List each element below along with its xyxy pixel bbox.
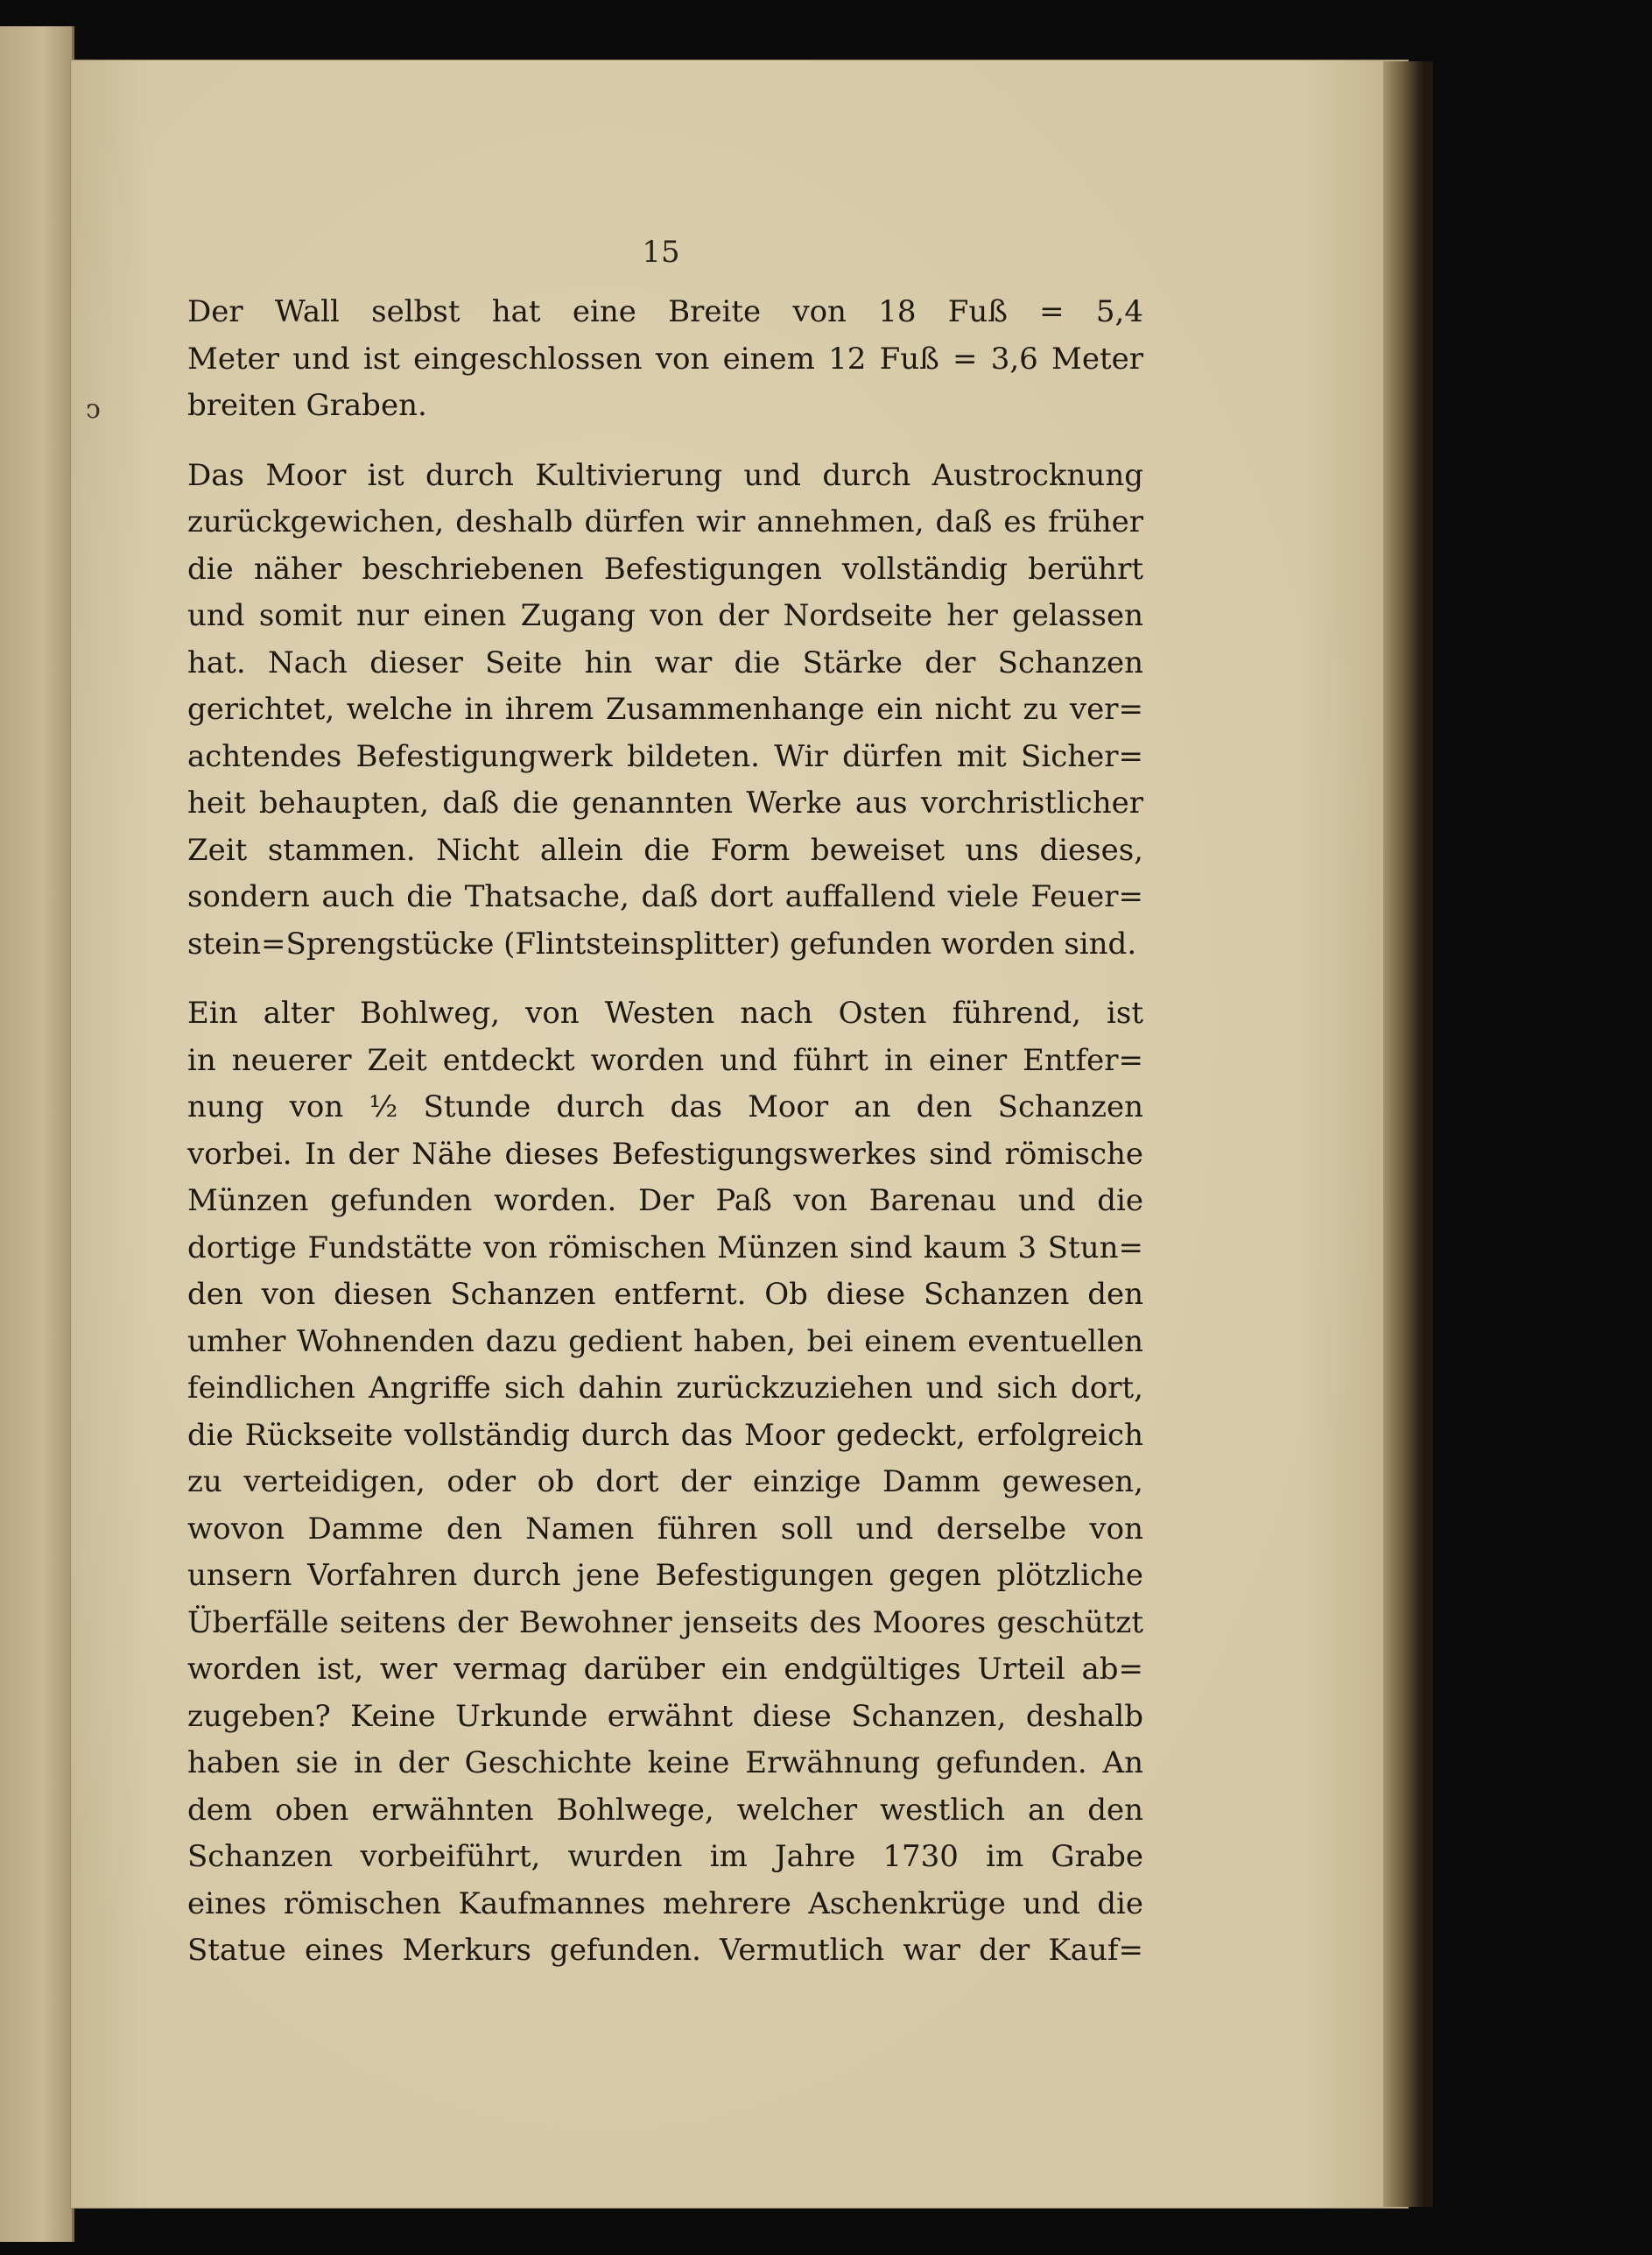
text-line: Münzen gefunden worden. Der Paß von Barenau und die (187, 1183, 1143, 1218)
text-line: Schanzen vorbeiführt, wurden im Jahre 1730 im Grabe (187, 1839, 1143, 1874)
text-line: Ein alter Bohlweg, von Westen nach Osten führend, ist (187, 996, 1143, 1031)
facing-page-edge (0, 26, 74, 2242)
text-line: und somit nur einen Zugang von der Nordseite her gelassen (187, 598, 1143, 633)
text-line: den von diesen Schanzen entfernt. Ob diese Schanzen den (187, 1277, 1143, 1312)
text-line: die näher beschriebenen Befestigungen vollständig berührt (187, 551, 1143, 587)
text-line: umher Wohnenden dazu gedient haben, bei einem eventuellen (187, 1323, 1143, 1359)
text-line: Zeit stammen. Nicht allein die Form beweiset uns dieses, (187, 832, 1143, 868)
text-line: unsern Vorfahren durch jene Befestigungen gegen plötzliche (187, 1558, 1143, 1593)
text-line: zurückgewichen, deshalb dürfen wir annehmen, daß es früher (187, 504, 1143, 539)
text-line: gerichtet, welche in ihrem Zusammenhange ein nicht zu ver= (187, 692, 1143, 727)
paragraph-1 (187, 289, 1143, 430)
text-line: Das Moor ist durch Kultivierung und durch Austrocknung (187, 457, 1143, 493)
text-line: achtendes Befestigungwerk bildeten. Wir dürfen mit Sicher= (187, 738, 1143, 774)
text-line: breiten Graben. (187, 388, 427, 423)
text-line: haben sie in der Geschichte keine Erwähnung gefunden. An (187, 1745, 1143, 1780)
text-line: wovon Damme den Namen führen soll und derselbe von (187, 1511, 1143, 1547)
text-line: dortige Fundstätte von römischen Münzen sind kaum 3 Stun= (187, 1230, 1143, 1265)
text-line: eines römischen Kaufmannes mehrere Aschenkrüge und die (187, 1885, 1143, 1921)
text-line: stein=Sprengstücke (Flintsteinsplitter) gefunden worden sind. (187, 926, 1137, 962)
text-line: sondern auch die Thatsache, daß dort auffallend viele Feuer= (187, 879, 1143, 914)
paragraph-2 (187, 453, 1143, 969)
book-binding-shadow (1423, 61, 1433, 2207)
text-line: Meter und ist eingeschlossen von einem 12 Fuß = 3,6 Meter (187, 341, 1143, 377)
text-line: in neuerer Zeit entdeckt worden und führt in einer Entfer= (187, 1042, 1143, 1078)
paragraph-3 (187, 990, 1143, 1975)
text-line: feindlichen Angriffe sich dahin zurückzuziehen und sich dort, (187, 1371, 1143, 1406)
text-line: nung von ½ Stunde durch das Moor an den Schanzen (187, 1089, 1143, 1124)
text-line: Der Wall selbst hat eine Breite von 18 Fuß = 5,4 (187, 294, 1143, 329)
text-line: vorbei. In der Nähe dieses Befestigungswerkes sind römische (187, 1136, 1143, 1172)
text-line: Überfälle seitens der Bewohner jenseits des Moores geschützt (187, 1604, 1143, 1640)
body-text (187, 289, 1143, 1975)
text-line: zugeben? Keine Urkunde erwähnt diese Schanzen, deshalb (187, 1698, 1143, 1734)
text-line: Statue eines Merkurs gefunden. Vermutlich war der Kauf= (187, 1933, 1143, 1968)
text-line: hat. Nach dieser Seite hin war die Stärke der Schanzen (187, 645, 1143, 680)
text-line: zu verteidigen, oder ob dort der einzige Damm gewesen, (187, 1464, 1143, 1499)
page-number: 15 (642, 235, 680, 270)
text-line: heit behaupten, daß die genannten Werke aus vorchristlicher (187, 786, 1143, 821)
margin-mark: ↄ (86, 394, 101, 425)
text-line: dem oben erwähnten Bohlwege, welcher westlich an den (187, 1792, 1143, 1828)
text-line: worden ist, wer vermag darüber ein endgültiges Urteil ab= (187, 1652, 1143, 1687)
text-line: die Rückseite vollständig durch das Moor gedeckt, erfolgreich (187, 1417, 1143, 1453)
